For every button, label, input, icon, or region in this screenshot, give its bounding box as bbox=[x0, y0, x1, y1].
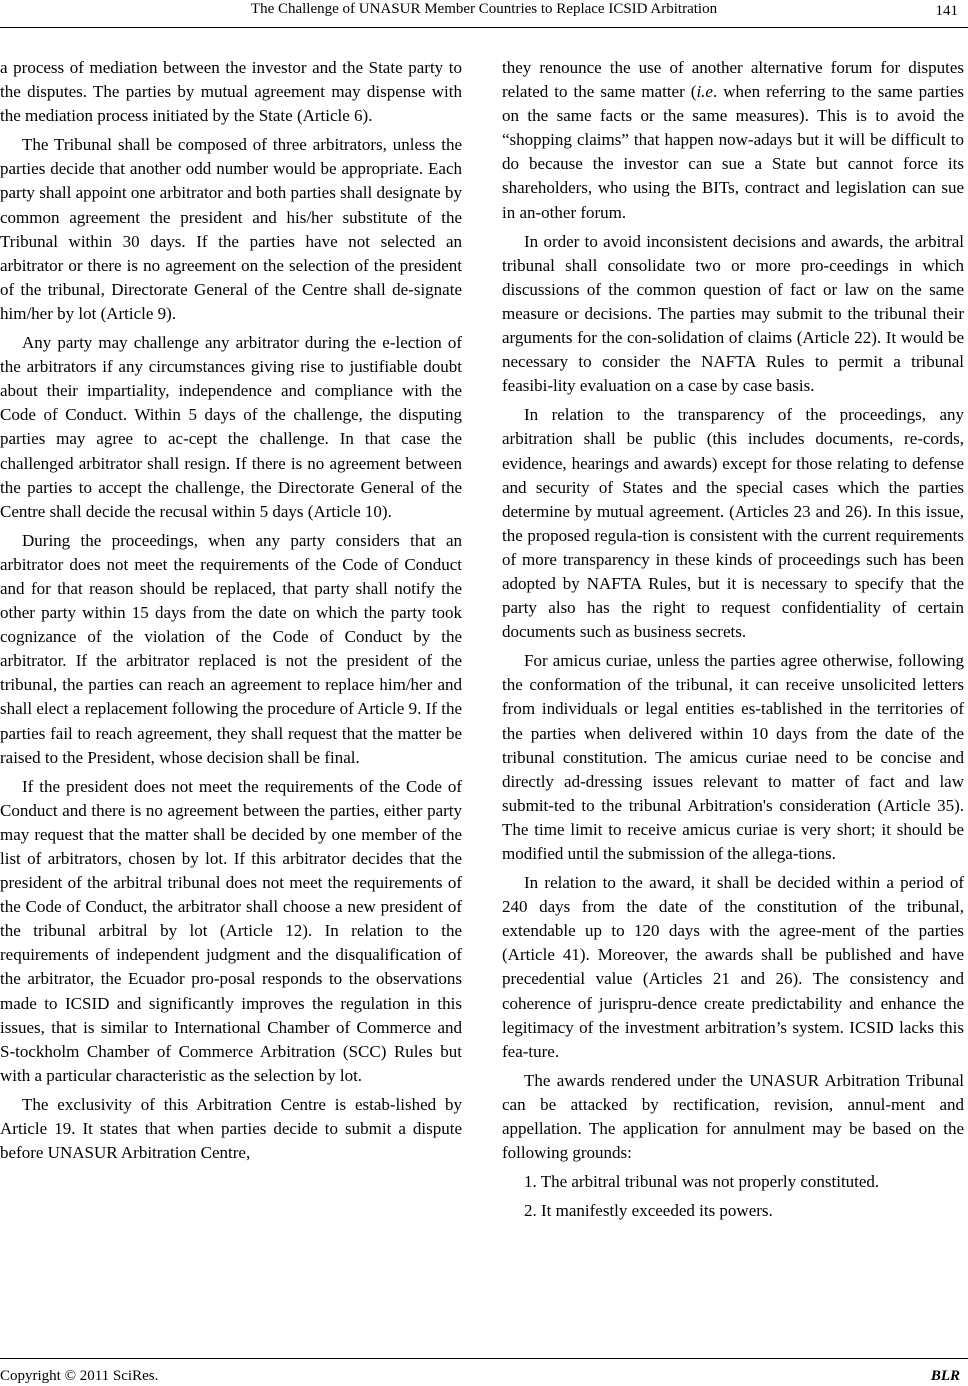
italic-abbreviation: i.e bbox=[696, 82, 713, 102]
left-column bbox=[0, 56, 462, 1170]
list-item: 2. It manifestly exceeded its powers. bbox=[524, 1201, 773, 1221]
footer-rule bbox=[0, 1358, 968, 1359]
text-run: they renounce the use of another alternative forum for disputes related to the same matter ( bbox=[502, 58, 964, 102]
page-header bbox=[0, 0, 968, 30]
list-item: 1. The arbitral tribunal was not properly constituted. bbox=[524, 1172, 880, 1192]
copyright-notice: Copyright © 2011 SciRes. bbox=[0, 1368, 159, 1384]
page-number: 141 bbox=[935, 3, 958, 19]
paragraph: During the proceedings, when any party considers that an arbitrator does not meet the requirements of the Code of Conduct and for that reason should be replaced, that party shall notify the other party within 15 days from the date on which the party took cognizance of the violation of the Code of Conduct by the arbitrator. If the arbitrator replaced is not the president of the tribunal, the parties can reach an agreement to replace him/her and shall elect a replacement following the procedure of Article 9. If the parties fail to reach agreement, they shall request that the matter be raised to the President, whose decision shall be final. bbox=[0, 530, 462, 767]
paragraph: In order to avoid inconsistent decisions and awards, the arbitral tribunal shall consolidate two or more pro-ceedings in which discussions of the common question of fact or law on the same measure or decisions. The parties may submit to the tribunal their arguments for the con-solidation of claims (Article 22). It would be necessary to consider the NAFTA Rules to permit a tribunal feasibi-lity evaluation on a case by case basis. bbox=[502, 231, 964, 396]
paragraph: Any party may challenge any arbitrator during the e-lection of the arbitrators if any circumstances giving rise to justifiable doubt about their impartiality, independence and compliance with the Code of Conduct. Within 5 days of the challenge, the disputing parties may agree to ac-cept the challenge. In that case the challenged arbitrator shall resign. If there is no agreement between the parties to accept the challenge, the Directorate General of the Centre shall decide the recusal within 5 days (Article 10). bbox=[0, 333, 462, 521]
right-column bbox=[502, 56, 964, 1228]
text-run: . when referring to the same parties on the same facts or the same measures). This is to avoid the “shopping claims” that happen now-adays but it will be difficult to do because the investor can sue a State but cannot force its shareholders, who using the BITs, contract and legislation can sue in an-other forum. bbox=[502, 82, 964, 222]
header-rule bbox=[0, 27, 968, 28]
paragraph: For amicus curiae, unless the parties agree otherwise, following the conformation of the tribunal, it can receive unsolicited letters from individuals or legal entities es-tablished in the territories of the parties when delivered within 10 days from the date of the tribunal constitution. The amicus curiae need to be concise and directly ad-dressing issues relevant to matter of fact and law submit-ted to the tribunal Arbitration's consideration (Article 35). The time limit to receive amicus curiae is very short; it should be modified until the submission of the allega-tions. bbox=[502, 651, 964, 863]
journal-abbreviation: BLR bbox=[930, 1368, 960, 1384]
page-footer bbox=[0, 1358, 968, 1386]
running-title: The Challenge of UNASUR Member Countries to Replace ICSID Arbitration bbox=[250, 1, 718, 17]
paragraph: a process of mediation between the investor and the State party to the disputes. The parties by mutual agreement may dispense with the mediation process initiated by the State (Article 6). bbox=[0, 58, 462, 126]
paragraph: The awards rendered under the UNASUR Arbitration Tribunal can be attacked by rectification, revision, annul-ment and appellation. The application for annulment may be based on the following grounds: bbox=[502, 1070, 964, 1163]
paragraph: If the president does not meet the requirements of the Code of Conduct and there is no agreement between the parties, either party may request that the matter shall be decided by one member of the list of arbitrators, chosen by lot. If this arbitrator decides that the president of the arbitral tribunal does not meet the requirements of the Code of Conduct, the arbitrator shall choose a new president of the tribunal arbitral by lot (Article 12). In relation to the requirements of independent judgment and the disqualification of the arbitrator, the Ecuador pro-posal responds to the observations made to ICSID and significantly improves the regulation in this issues, that is similar to International Chamber of Commerce and S-tockholm Chamber of Commerce Arbitration (SCC) Rules but with a particular characteristic as the selection by lot. bbox=[0, 776, 462, 1085]
paragraph: In relation to the transparency of the proceedings, any arbitration shall be public (this includes documents, re-cords, evidence, hearings and awards) except for those relating to defense and security of States and the special cases which the parties determine by mutual agreement. (Articles 23 and 26). In this issue, the proposed regula-tion is consistent with the current requirements of more transparency in these kinds of proceedings such has been adopted by NAFTA Rules, but it is necessary to specify that the party also has the right to request confidentiality of certain documents such as business secrets. bbox=[502, 405, 964, 642]
paragraph: The Tribunal shall be composed of three arbitrators, unless the parties decide that another odd number would be appropriate. Each party shall appoint one arbitrator and both parties shall designate by common agreement the president and his/her substitute of the Tribunal within 30 days. If the parties have not selected an arbitrator or there is no agreement on the selection of the president of the tribunal, Directorate General of the Centre shall de-signate him/her by lot (Article 9). bbox=[0, 135, 462, 323]
paragraph: In relation to the award, it shall be decided within a period of 240 days from the date of the constitution of the tribunal, extendable up to 120 days with the agree-ment of the parties (Article 41). Moreover, the awards shall be published and have precedential value (Articles 21 and 26). The consistency and coherence of jurispru-dence create predictability and enhance the legitimacy of the investment arbitration’s system. ICSID lacks this fea-ture. bbox=[502, 873, 964, 1061]
paragraph: The exclusivity of this Arbitration Centre is estab-lished by Article 19. It states that when parties decide to submit a dispute before UNASUR Arbitration Centre, bbox=[0, 1094, 462, 1163]
paragraph bbox=[502, 56, 964, 225]
